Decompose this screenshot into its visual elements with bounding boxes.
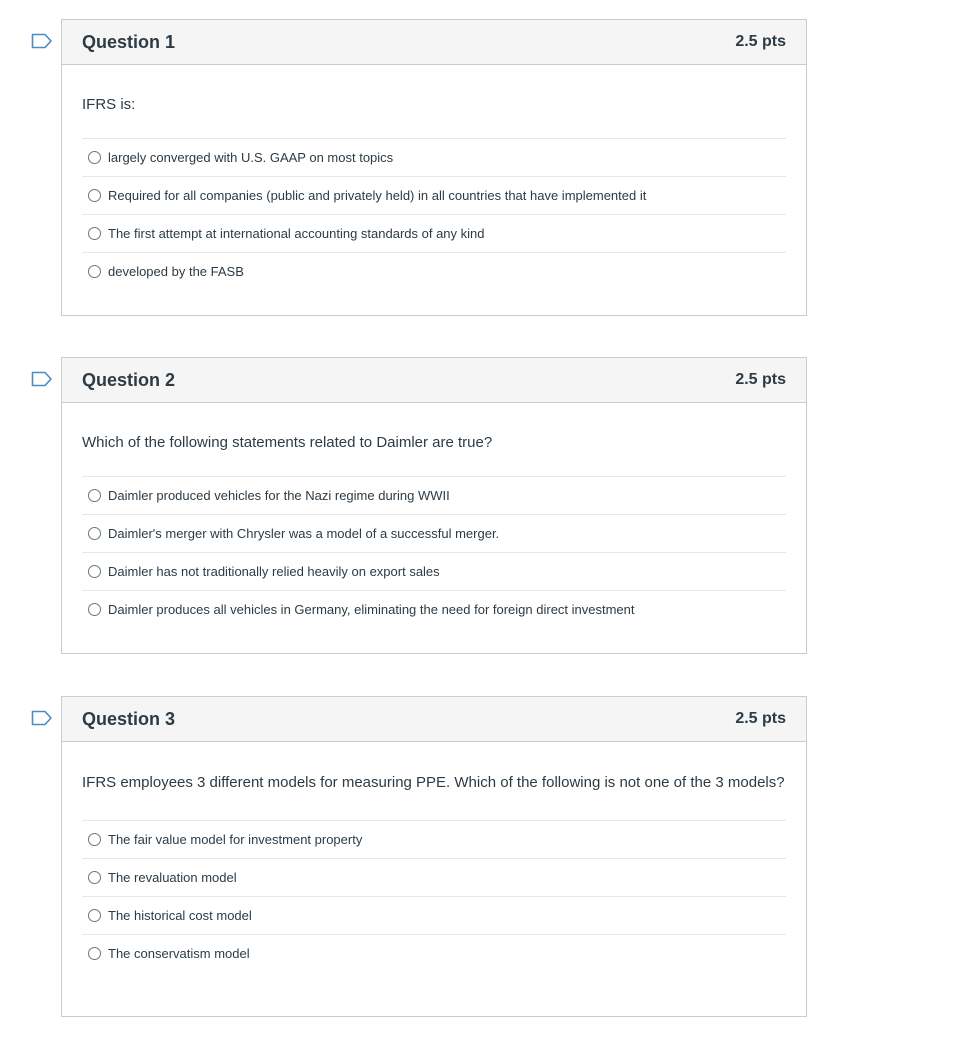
question-text: IFRS is: (82, 96, 136, 113)
question-header (62, 20, 806, 65)
answer-label: Required for all companies (public and privately held) in all countries that have implemented it (108, 188, 647, 203)
answer-label: Daimler produces all vehicles in Germany, eliminating the need for foreign direct investment (108, 602, 635, 617)
question-title: Question 2 (82, 369, 176, 390)
answer-option[interactable] (82, 215, 786, 253)
answer-label: The fair value model for investment property (108, 832, 363, 847)
question-text: IFRS employees 3 different models for measuring PPE. Which of the following is not one of the 3 models? (82, 774, 785, 791)
answer-label: The revaluation model (108, 870, 237, 885)
answer-list (82, 476, 786, 628)
answer-option[interactable] (82, 139, 786, 177)
question-title: Question 1 (82, 31, 176, 52)
flag-icon[interactable] (31, 371, 53, 387)
answer-option[interactable] (82, 859, 786, 897)
answer-label: developed by the FASB (108, 264, 244, 279)
radio-button[interactable] (88, 151, 101, 164)
radio-button[interactable] (88, 227, 101, 240)
question-points: 2.5 pts (735, 371, 786, 388)
radio-button[interactable] (88, 189, 101, 202)
answer-label: The first attempt at international accounting standards of any kind (108, 226, 485, 241)
radio-button[interactable] (88, 871, 101, 884)
question-text: Which of the following statements related to Daimler are true? (82, 434, 493, 451)
question-1 (61, 19, 807, 316)
answer-option[interactable] (82, 477, 786, 515)
radio-button[interactable] (88, 909, 101, 922)
flag-icon[interactable] (31, 710, 53, 726)
answer-list (82, 138, 786, 290)
answer-label: The conservatism model (108, 946, 250, 961)
answer-label: Daimler has not traditionally relied heavily on export sales (108, 564, 440, 579)
answer-option[interactable] (82, 935, 786, 972)
question-title: Question 3 (82, 708, 176, 729)
question-header (62, 358, 806, 403)
answer-list (82, 820, 786, 972)
question-points: 2.5 pts (735, 33, 786, 50)
answer-label: Daimler produced vehicles for the Nazi regime during WWII (108, 488, 450, 503)
radio-button[interactable] (88, 489, 101, 502)
answer-option[interactable] (82, 515, 786, 553)
radio-button[interactable] (88, 565, 101, 578)
question-3 (61, 696, 807, 1017)
question-2 (61, 357, 807, 654)
radio-button[interactable] (88, 527, 101, 540)
flag-icon[interactable] (31, 33, 53, 49)
answer-option[interactable] (82, 591, 786, 628)
answer-label: largely converged with U.S. GAAP on most topics (108, 150, 394, 165)
answer-label: Daimler's merger with Chrysler was a model of a successful merger. (108, 526, 500, 541)
answer-option[interactable] (82, 553, 786, 591)
radio-button[interactable] (88, 603, 101, 616)
question-points: 2.5 pts (735, 710, 786, 727)
answer-label: The historical cost model (108, 908, 252, 923)
answer-option[interactable] (82, 253, 786, 290)
answer-option[interactable] (82, 177, 786, 215)
radio-button[interactable] (88, 833, 101, 846)
answer-option[interactable] (82, 897, 786, 935)
answer-option[interactable] (82, 821, 786, 859)
radio-button[interactable] (88, 265, 101, 278)
question-header (62, 697, 806, 742)
radio-button[interactable] (88, 947, 101, 960)
